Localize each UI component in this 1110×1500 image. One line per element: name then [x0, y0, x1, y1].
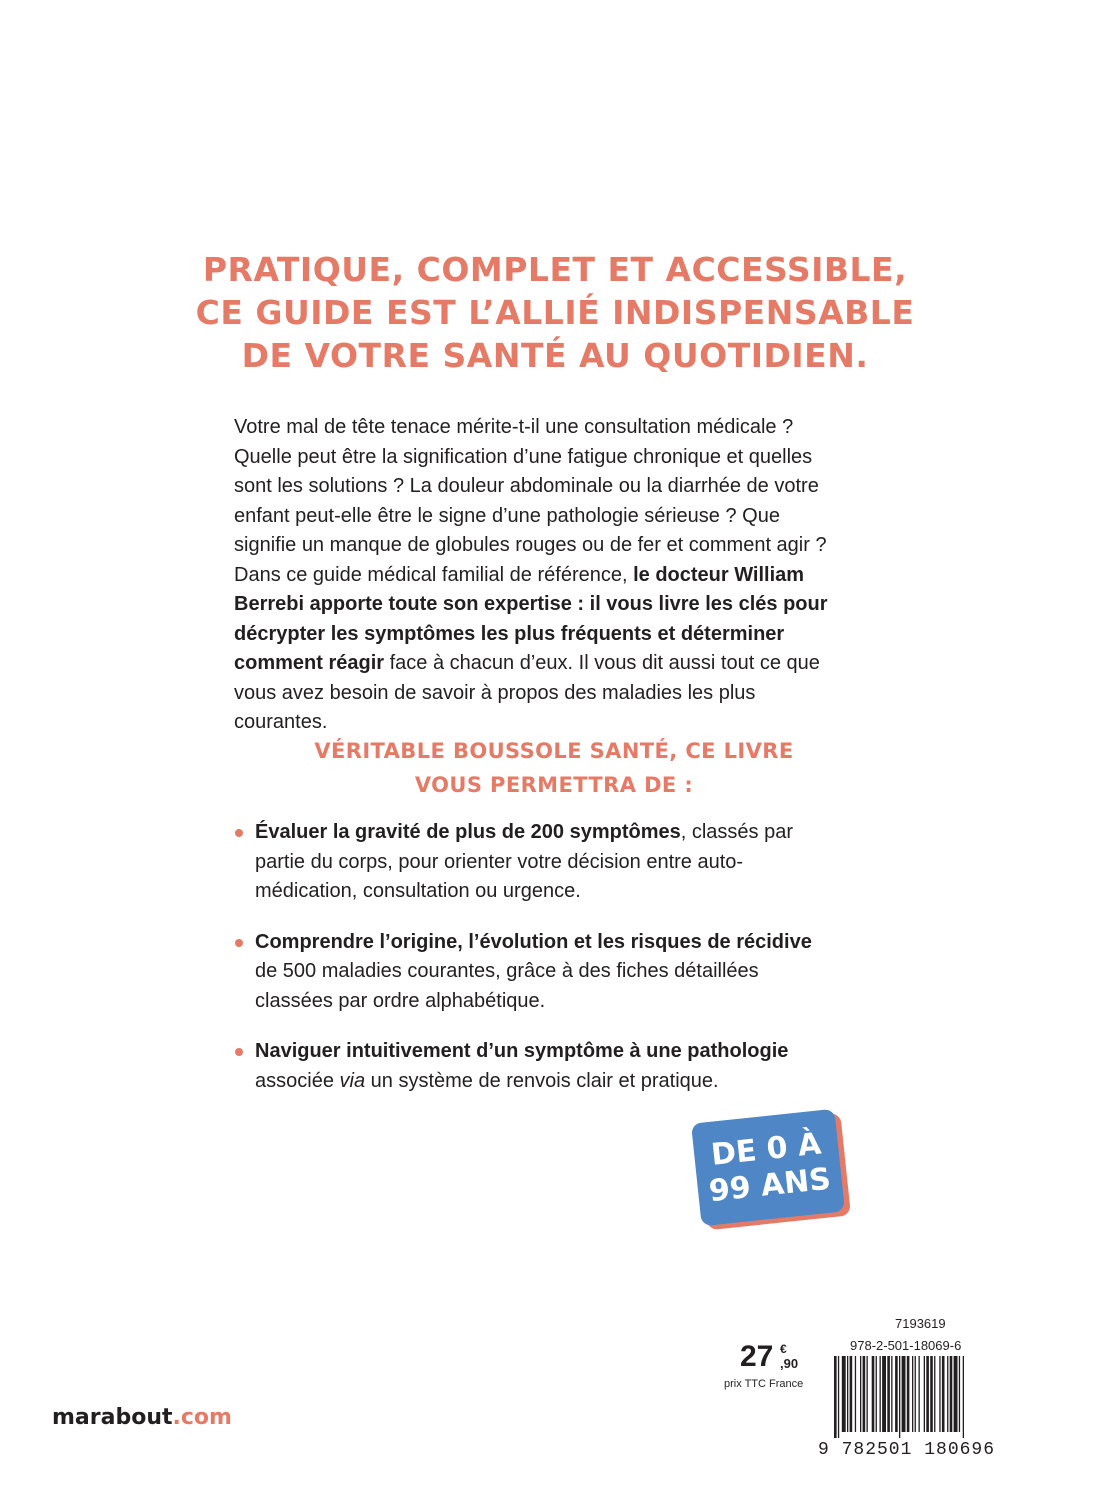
barcode-bar [834, 1356, 837, 1438]
barcode-bar [939, 1356, 940, 1432]
barcode-bar [915, 1356, 916, 1432]
price-note: prix TTC France [724, 1378, 804, 1390]
subheading [234, 734, 874, 802]
barcode-bar [912, 1356, 913, 1432]
barcode-bar [899, 1356, 900, 1438]
barcode-bar [947, 1356, 948, 1432]
barcode-icon [832, 1356, 1010, 1438]
barcode-bar [891, 1356, 892, 1432]
headline-line-2: CE GUIDE EST L’ALLIÉ INDISPENSABLE [195, 293, 915, 332]
benefit-italic: via [339, 1069, 366, 1092]
benefit-bold: Évaluer la gravité de plus de 200 symptômes [255, 821, 681, 843]
barcode-bar [907, 1356, 910, 1432]
benefit-text: un système de renvois clair et pratique. [365, 1069, 719, 1092]
benefit-text: , classés par partie du corps, pour orienter votre décision entre auto-médication, consultation ou urgence. [255, 821, 794, 902]
intro-bold: le docteur William Berrebi apporte toute son expertise : il vous livre les clés pour décrypter les symptômes les plus fréquents et déterminer comment réagir [234, 563, 828, 674]
barcode-bar [872, 1356, 875, 1432]
internal-code: 7193619 [895, 1316, 946, 1331]
barcode-bar [924, 1356, 925, 1432]
barcode-bar [842, 1356, 846, 1432]
badge-line-2: 99 ANS [707, 1161, 833, 1209]
barcode-bar [867, 1356, 868, 1432]
barcode-bar [887, 1356, 890, 1432]
barcode-bar [959, 1356, 960, 1432]
publisher-website [52, 1405, 232, 1430]
barcode-bar [850, 1356, 853, 1432]
barcode-bar [838, 1356, 839, 1438]
price-currency: € [780, 1342, 787, 1356]
bullet-dot-icon [235, 939, 243, 947]
barcode-bar [930, 1356, 933, 1432]
site-main: marabout [52, 1405, 173, 1430]
bullet-dot-icon [235, 1048, 243, 1056]
subheading-line-1: VÉRITABLE BOUSSOLE SANTÉ, CE LIVRE [314, 739, 794, 763]
headline-line-3: DE VOTRE SANTÉ AU QUOTIDIEN. [241, 336, 869, 375]
barcode-bar [876, 1356, 877, 1432]
subheading-line-2: VOUS PERMETTRA DE : [414, 773, 694, 797]
intro-text-1: Votre mal de tête tenace mérite-t-il une consultation médicale ? Quelle peut être la signification d’une fatigue chronique et quelles sont les solutions ? La douleur abdominale ou la diarrhée de votre enfant peut-elle être le signe d’une pathologie sérieuse ? Que signifie un manque de globules rouges ou de fer et comment agir ? Dans ce guide médical familial de référence, [234, 416, 827, 586]
badge-line-1: DE 0 À [709, 1125, 823, 1173]
barcode-bar [882, 1356, 886, 1432]
benefit-item [234, 928, 839, 1017]
barcode-bar [847, 1356, 848, 1432]
barcode-bar [942, 1356, 945, 1432]
site-accent: .com [172, 1405, 232, 1430]
price-euros: 27 [740, 1340, 774, 1373]
intro-paragraph [234, 413, 834, 738]
benefit-item [234, 1037, 839, 1096]
headline [160, 248, 950, 377]
barcode-bar [963, 1356, 964, 1438]
benefit-bold: Comprendre l’origine, l’évolution et les risques de récidive [255, 930, 812, 953]
barcode-digits: 9 782501 180696 [818, 1440, 996, 1460]
price-cents: ,90 [780, 1356, 799, 1371]
barcode-bar [860, 1356, 861, 1432]
isbn: 978-2-501-18069-6 [850, 1338, 962, 1353]
barcode-bar [919, 1356, 920, 1432]
barcode-bar [895, 1356, 898, 1432]
intro-text-2: face à chacun d’eux. Il vous dit aussi tout ce que vous avez besoin de savoir à propos des maladies les plus courantes. [234, 652, 820, 733]
barcode-bar [880, 1356, 881, 1432]
benefit-text: associée [255, 1069, 340, 1092]
age-badge [688, 1110, 853, 1230]
barcode-bar [855, 1356, 856, 1432]
barcode-bar [926, 1356, 929, 1432]
barcode-bar [863, 1356, 866, 1432]
barcode-bar [902, 1356, 906, 1432]
bullet-dot-icon [235, 829, 243, 837]
benefit-item [234, 818, 839, 907]
headline-line-1: PRATIQUE, COMPLET ET ACCESSIBLE, [202, 250, 908, 289]
barcode-bar [954, 1356, 958, 1432]
barcode-bar [934, 1356, 935, 1432]
benefit-text: de 500 maladies courantes, grâce à des fiches détaillées classées par ordre alphabétique. [255, 960, 759, 1012]
barcode-bar [950, 1356, 953, 1432]
badge-face [691, 1109, 845, 1226]
benefit-list [234, 818, 839, 1117]
benefit-bold: Naviguer intuitivement d’un symptôme à une pathologie [255, 1040, 789, 1062]
